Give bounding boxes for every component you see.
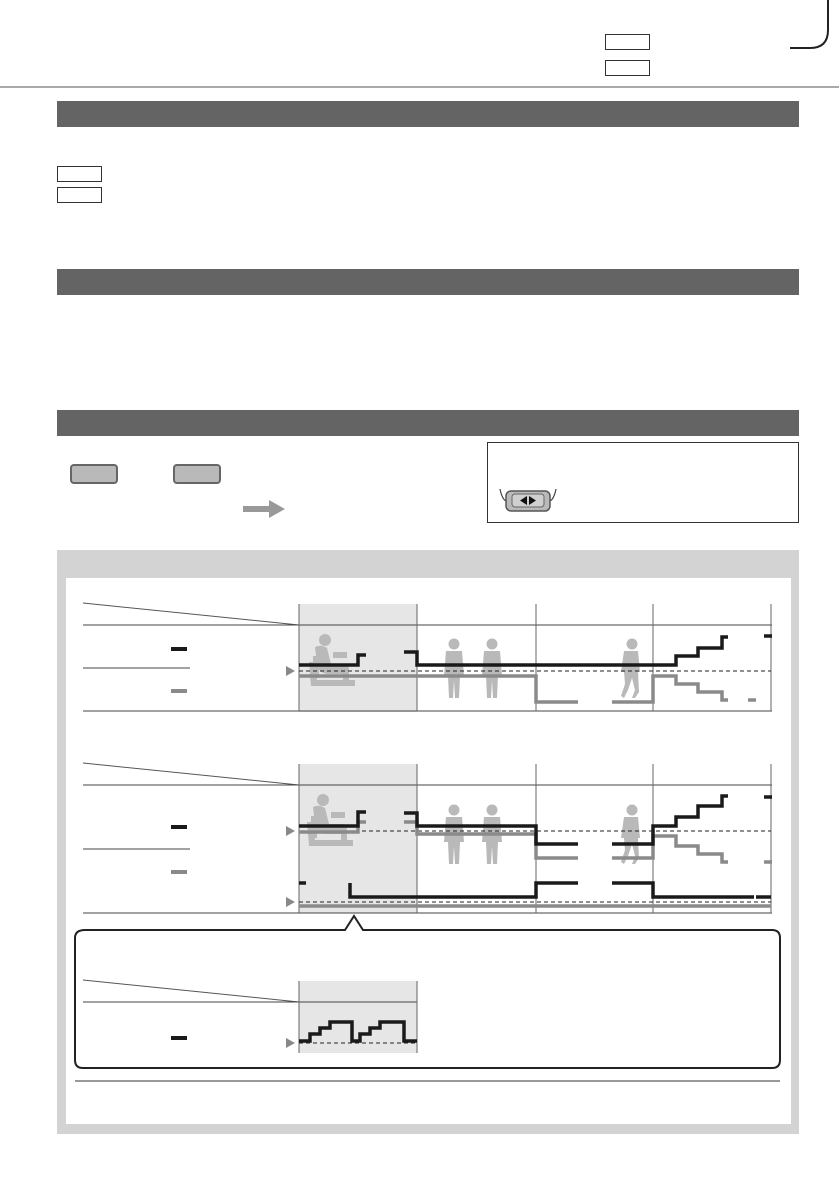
chart-2-shade <box>299 764 417 913</box>
running-person-icon <box>621 805 640 865</box>
callout-legend-dark <box>171 1036 187 1040</box>
chart-1-legend-dark <box>171 647 187 651</box>
chart-1 <box>83 603 772 712</box>
chart-2-legend-grey <box>171 870 187 874</box>
chart-2-reference-marker-2 <box>286 897 295 907</box>
running-person-icon <box>621 639 640 699</box>
chart-1-legend-grey <box>171 689 187 693</box>
callout <box>75 916 780 1068</box>
chart-2 <box>83 763 772 913</box>
two-people-talking-icon <box>482 639 502 699</box>
chart-2-legend-dark <box>171 825 187 829</box>
chart-2-reference-marker-1 <box>286 826 295 836</box>
two-people-talking-icon <box>444 639 464 699</box>
chart-1-reference-marker <box>286 666 295 676</box>
callout-bubble <box>75 916 780 1068</box>
